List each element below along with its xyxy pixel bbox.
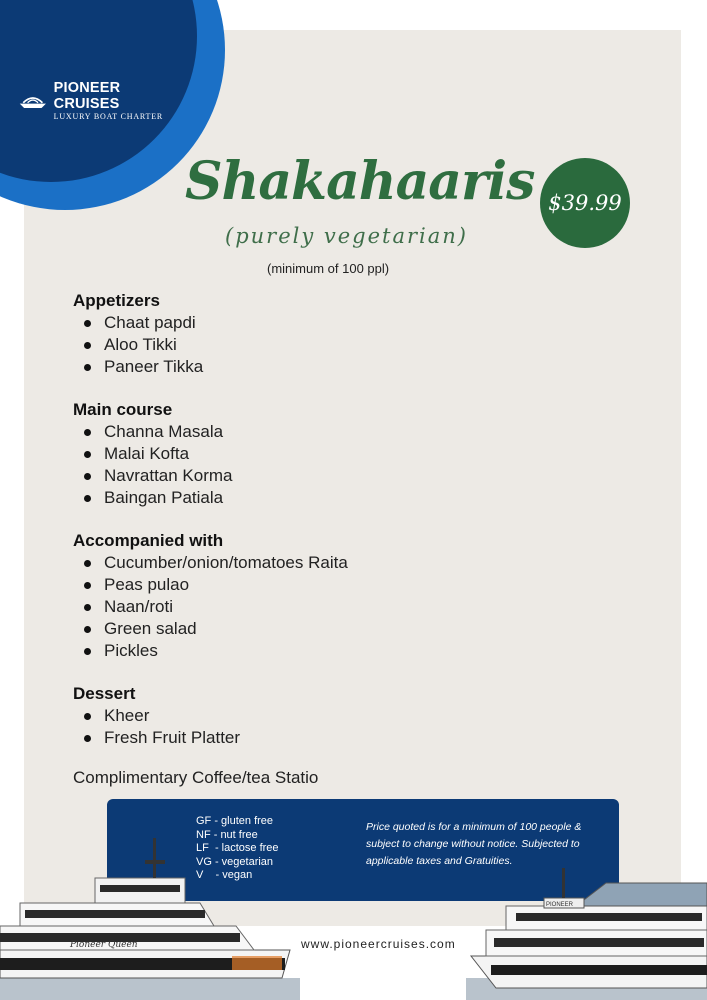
menu-sections	[73, 290, 593, 770]
menu-item: Channa Masala	[73, 421, 593, 443]
boat-logo-icon	[18, 91, 48, 111]
menu-item: Green salad	[73, 618, 593, 640]
section-heading: Dessert	[73, 684, 136, 703]
complimentary-note: Complimentary Coffee/tea Statio	[73, 768, 319, 787]
boat-right-name: PIONEER	[546, 902, 574, 908]
section-heading: Appetizers	[73, 291, 160, 310]
brand-tagline: LUXURY BOAT CHARTER	[53, 112, 164, 121]
menu-section-main-course	[73, 399, 593, 509]
legend-entry: V - vegan	[196, 869, 253, 881]
menu-item: Baingan Patiala	[73, 487, 593, 509]
cruise-boat-right-image	[466, 868, 707, 1000]
section-heading: Accompanied with	[73, 531, 224, 550]
menu-item: Paneer Tikka	[73, 356, 593, 378]
website-url[interactable]: www.pioneercruises.com	[301, 937, 456, 951]
cruise-boat-left-image	[0, 838, 300, 1000]
section-heading: Main course	[73, 400, 173, 419]
brand-name: PIONEER CRUISES	[53, 80, 121, 112]
menu-item: Malai Kofta	[73, 443, 593, 465]
price-badge: $39.99	[540, 158, 630, 248]
menu-item: Aloo Tikki	[73, 334, 593, 356]
legend-entry: NF - nut free	[196, 828, 258, 841]
menu-item: Cucumber/onion/tomatoes Raita	[73, 552, 593, 574]
menu-subtitle: (purely vegetarian)	[225, 224, 468, 248]
legend-entry: VG - vegetarian	[196, 855, 274, 868]
menu-title: Shakahaaris	[185, 151, 535, 212]
menu-item: Pickles	[73, 640, 593, 662]
menu-section-appetizers	[73, 290, 593, 378]
boat-left-name: Pioneer Queen	[70, 940, 138, 950]
menu-item: Navrattan Korma	[73, 465, 593, 487]
menu-item: Chaat papdi	[73, 312, 593, 334]
legend-entry: LF - lactose free	[196, 842, 279, 854]
menu-item: Kheer	[73, 705, 593, 727]
legend-entry: GF - gluten free	[196, 815, 274, 827]
menu-section-dessert	[73, 683, 593, 749]
menu-item: Peas pulao	[73, 574, 593, 596]
menu-item: Naan/roti	[73, 596, 593, 618]
brand-logo	[18, 80, 173, 122]
price-disclaimer: Price quoted is for a minimum of 100 people & subject to change without notice. Subjected to applicable taxes and Gratuities.	[366, 821, 582, 867]
menu-section-accompaniments	[73, 530, 593, 662]
menu-item: Fresh Fruit Platter	[73, 727, 593, 749]
minimum-guests-note: (minimum of 100 ppl)	[267, 261, 390, 276]
